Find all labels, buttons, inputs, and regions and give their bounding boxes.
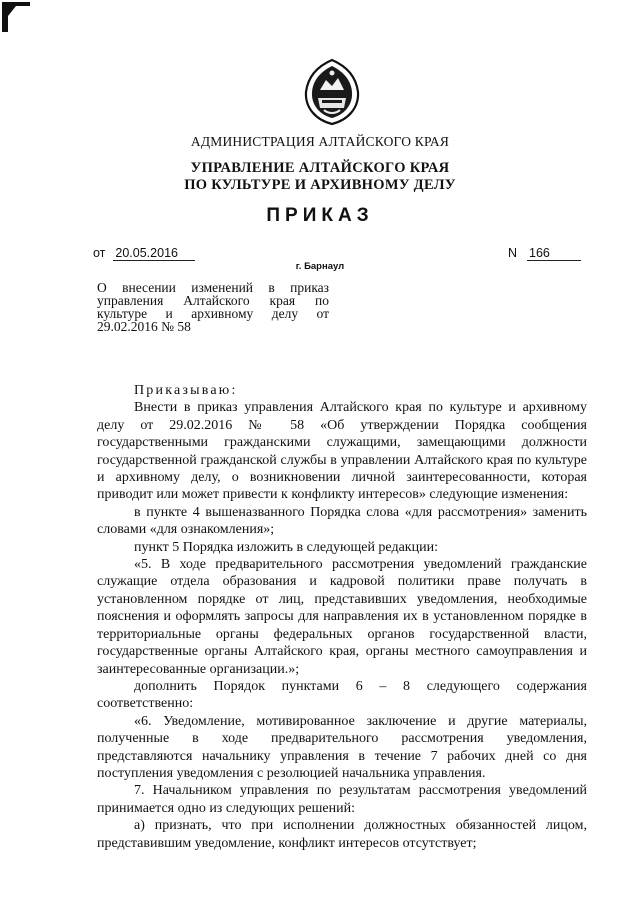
subject-line-1: О внесении изменений в приказ	[97, 280, 329, 295]
date-prefix: от	[93, 246, 106, 260]
subject-line-2: управления Алтайского края по	[97, 293, 329, 308]
body-paragraph-5: дополнить Порядок пунктами 6 – 8 следующего содержания соответственно:	[97, 678, 587, 712]
order-subject	[97, 281, 329, 333]
coat-of-arms-emblem	[300, 58, 364, 126]
body-paragraph-4: «5. В ходе предварительного рассмотрения уведомлений гражданские служащие отдела образования и кадровой политики праве получать в установленном порядке от лиц, представивших уведомления, необходимые пояснения и оформлять запросы для направления их в установленном порядке в территориальные органы федеральных органов государственной власти, государственные органы Алтайского края, органы местного самоуправления и заинтересованные организации.»;	[97, 557, 587, 677]
body-paragraph-7: 7. Начальником управления по результатам рассмотрения уведомлений принимается одно из следующих решений:	[97, 783, 587, 816]
order-body	[97, 382, 587, 852]
number-prefix: N	[508, 246, 518, 260]
department-name	[0, 160, 640, 194]
body-paragraph-1: Внести в приказ управления Алтайского края по культуре и архивному делу от 29.02.2016 № 58 «Об утверждении Порядка сообщения государственными гражданскими служащими, замещающими должности государственной гражданской службы в управлении Алтайского края по культуре и архивному делу, о возникновении личной заинтересованности, которая приводит или может привести к конфликту интересов» следующие изменения:	[97, 400, 587, 503]
department-line-1: УПРАВЛЕНИЕ АЛТАЙСКОГО КРАЯ	[190, 160, 450, 176]
body-paragraph-6: «6. Уведомление, мотивированное заключение и другие материалы, полученные в ходе предварительного рассмотрения уведомления, представляются начальнику управления в течение 7 рабочих дней со дня поступления уведомления с резолюцией начальника управления.	[97, 713, 587, 781]
body-paragraph-2: в пункте 4 вышеназванного Порядка слова «для рассмотрения» заменить словами «для ознакомления»;	[97, 504, 587, 538]
number-value: 166	[527, 246, 581, 261]
administration-title: АДМИНИСТРАЦИЯ АЛТАЙСКОГО КРАЯ	[190, 134, 450, 149]
order-number	[508, 246, 581, 261]
date-value: 20.05.2016	[113, 246, 195, 261]
document-type-title: ПРИКАЗ	[266, 205, 374, 226]
body-paragraph-3: пункт 5 Порядка изложить в следующей редакции:	[134, 539, 438, 555]
subject-line-4: 29.02.2016 № 58	[97, 319, 191, 334]
department-line-2: ПО КУЛЬТУРЕ И АРХИВНОМУ ДЕЛУ	[184, 177, 456, 193]
order-date	[93, 246, 195, 261]
subject-line-3: культуре и архивному делу от	[97, 306, 329, 321]
order-directive: Приказываю:	[134, 383, 238, 398]
scan-corner-mark	[2, 2, 30, 32]
city-name: г. Барнаул	[295, 261, 345, 272]
body-paragraph-8: а) признать, что при исполнении должностных обязанностей лицом, представившим уведомление, конфликт интересов отсутствует;	[97, 818, 587, 851]
